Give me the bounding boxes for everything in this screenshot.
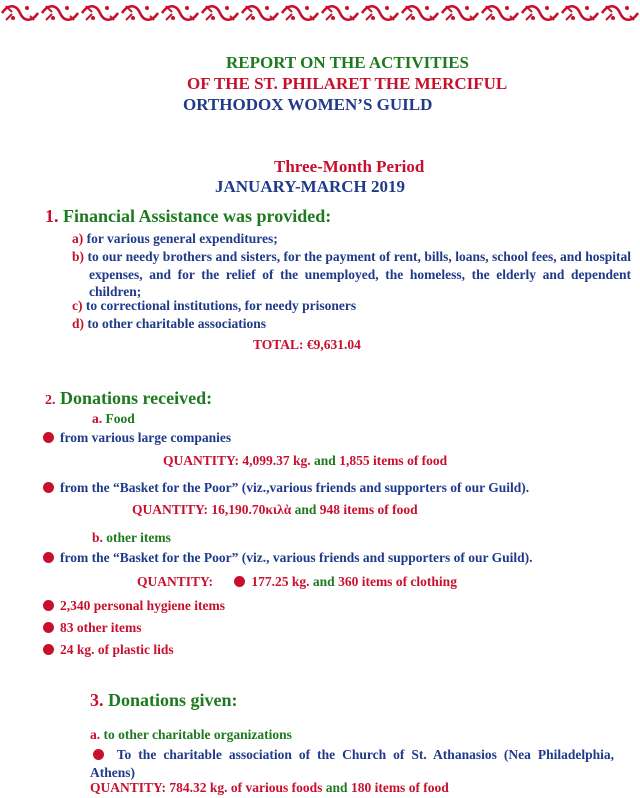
section1-item-d [72,316,266,332]
sub-letter: a. [92,411,103,426]
bullet-plastic-lids [43,642,174,658]
section2-sub-a [92,411,135,427]
report-title-line1: REPORT ON THE ACTIVITIES [226,53,469,72]
qty-items: 360 items of clothing [338,574,457,589]
bullet-icon [43,622,54,633]
item-letter: b) [72,249,85,264]
bullet-text: from the “Basket for the Poor” (viz., various friends and supporters of our Guild). [60,550,533,565]
bullet-icon [234,576,245,587]
item-letter: c) [72,298,83,313]
quantity-line-3 [137,574,457,590]
qty-amount: 16,190.70κιλὰ [211,502,292,517]
section1-item-c [72,298,356,314]
bullet-icon [43,644,54,655]
section1-number: 1. [45,206,59,226]
qty-and: and [312,574,335,589]
section2-number: 2. [45,393,56,408]
bullet-text: from the “Basket for the Poor” (viz.,various friends and supporters of our Guild). [60,480,530,495]
sub-label: Food [105,411,135,426]
sub-label: to other charitable organizations [103,727,292,742]
section1-item-a [72,231,278,247]
section3-sub-a [90,727,292,743]
section1-item-b [72,248,631,301]
section1-title: Financial Assistance was provided: [63,206,332,226]
bullet-text: from various large companies [60,430,232,445]
section2-heading [45,388,212,409]
bullet-icon [43,482,54,493]
section3-bullet-athanasios [90,746,614,781]
quantity-line-2 [132,502,418,518]
ornamental-border [0,2,640,24]
section2-sub-b [92,530,171,546]
section3-quantity-line [90,780,449,796]
bullet-other-items [43,620,141,636]
bullet-hygiene-items [43,598,225,614]
item-text: for various general expenditures; [86,231,278,246]
section1-total: TOTAL: €9,631.04 [253,337,361,352]
item-letter: a) [72,231,84,246]
period-label: Three-Month Period [274,157,425,176]
bullet-text: To the charitable association of the Church of St. Athanasios (Nea Philadelphia, Athens) [90,747,614,780]
qty-items: 948 items of food [319,502,418,517]
bullet-icon [43,600,54,611]
bullet-basket-poor-items [43,550,533,566]
bullet-text: 83 other items [60,620,142,635]
section3-title: Donations given: [108,690,238,710]
qty-items: 1,855 items of food [339,453,448,468]
section3-heading [90,690,238,711]
qty-label: QUANTITY: [137,574,214,589]
quantity-line-1 [163,453,447,469]
qty-and: and [294,502,317,517]
qty-amount: 784.32 kg. of various foods [169,780,323,795]
sub-label: other items [106,530,171,545]
bullet-icon [43,552,54,563]
qty-label: QUANTITY: [163,453,240,468]
sub-letter: b. [92,530,103,545]
qty-amount: 4,099.37 kg. [242,453,311,468]
bullet-text: 2,340 personal hygiene items [60,598,225,613]
bullet-icon [43,432,54,443]
bullet-basket-poor-food [43,480,529,496]
bullet-large-companies [43,430,231,446]
section2-title: Donations received: [60,388,213,408]
qty-items: 180 items of food [350,780,449,795]
section3-number: 3. [90,690,104,710]
section1-heading [45,206,331,227]
bullet-text: 24 kg. of plastic lids [60,642,174,657]
qty-label: QUANTITY: [90,780,167,795]
qty-label: QUANTITY: [132,502,209,517]
qty-amount: 177.25 kg. [251,574,310,589]
item-letter: d) [72,316,85,331]
bullet-icon [93,749,104,760]
period-dates: JANUARY-MARCH 2019 [215,177,406,196]
item-text: to correctional institutions, for needy prisoners [85,298,357,313]
qty-and: and [325,780,348,795]
report-title-line3: ORTHODOX WOMEN’S GUILD [183,95,433,114]
item-text: to our needy brothers and sisters, for the payment of rent, bills, loans, school fees, and hospital expenses, and for the relief of the unemployed, the homeless, the elderly and dependent children; [87,249,632,299]
sub-letter: a. [90,727,101,742]
item-text: to other charitable associations [87,316,267,331]
qty-and: and [314,453,336,468]
report-title-line2: OF THE ST. PHILARET THE MERCIFUL [187,74,508,93]
